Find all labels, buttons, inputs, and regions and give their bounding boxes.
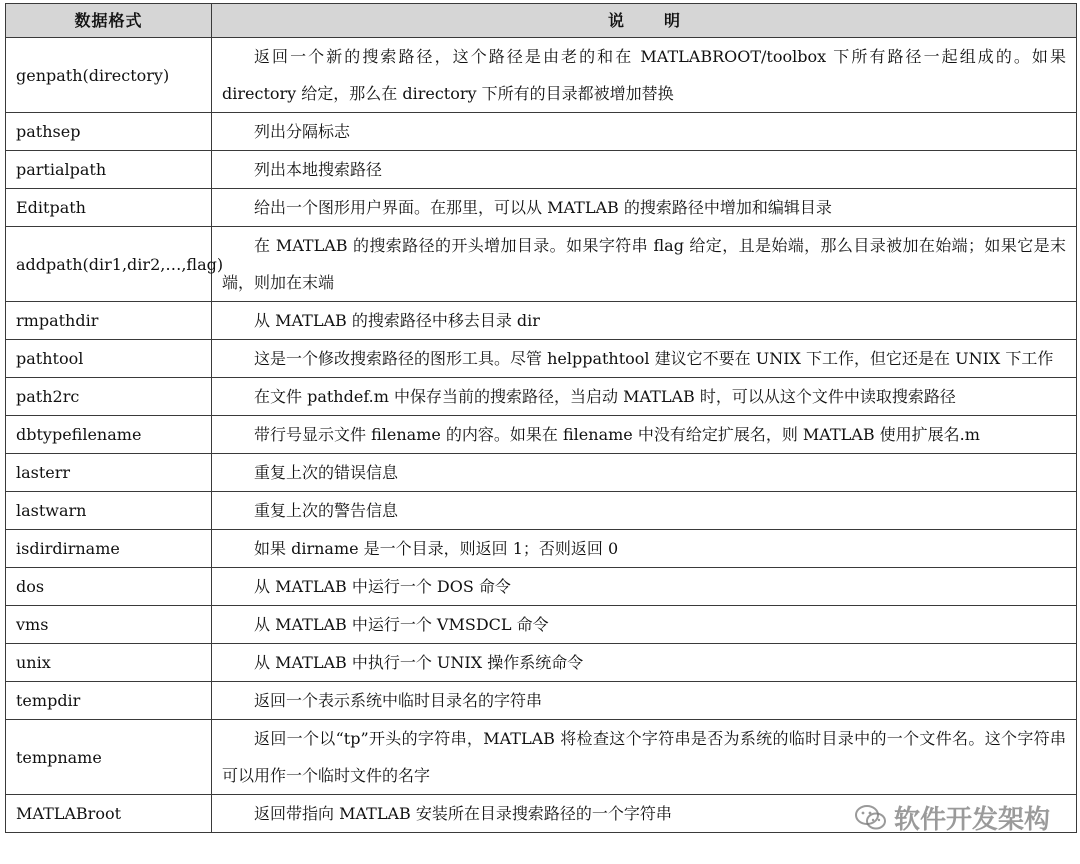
table-row — [6, 492, 1077, 530]
description-cell: 从 MATLAB 中运行一个 DOS 命令 — [212, 568, 1077, 606]
table-row — [6, 113, 1077, 151]
table-row — [6, 454, 1077, 492]
description-cell: 带行号显示文件 filename 的内容。如果在 filename 中没有给定扩展名，则 MATLAB 使用扩展名.m — [212, 416, 1077, 454]
header-description: 说明 — [212, 4, 1077, 38]
table-row — [6, 189, 1077, 227]
format-cell: pathsep — [6, 113, 212, 151]
table-row — [6, 302, 1077, 340]
format-cell: path2rc — [6, 378, 212, 416]
description-cell: 列出分隔标志 — [212, 113, 1077, 151]
description-cell: 返回一个以“tp”开头的字符串，MATLAB 将检查这个字符串是否为系统的临时目录中的一个文件名。这个字符串可以用作一个临时文件的名字 — [212, 720, 1077, 795]
description-cell: 返回带指向 MATLAB 安装所在目录搜索路径的一个字符串 — [212, 795, 1077, 833]
format-cell: MATLABroot — [6, 795, 212, 833]
description-cell: 在 MATLAB 的搜索路径的开头增加目录。如果字符串 flag 给定，且是始端，那么目录被加在始端；如果它是末端，则加在末端 — [212, 227, 1077, 302]
format-cell: isdirdirname — [6, 530, 212, 568]
watermark-text: 软件开发架构 — [893, 805, 1050, 835]
description-cell: 重复上次的错误信息 — [212, 454, 1077, 492]
format-cell: rmpathdir — [6, 302, 212, 340]
format-cell: tempdir — [6, 682, 212, 720]
description-cell: 这是一个修改搜索路径的图形工具。尽管 helppathtool 建议它不要在 UNIX 下工作，但它还是在 UNIX 下工作 — [212, 340, 1077, 378]
table-row — [6, 530, 1077, 568]
table-row — [6, 644, 1077, 682]
table-header-row — [6, 4, 1077, 38]
header-format: 数据格式 — [6, 4, 212, 38]
description-cell: 在文件 pathdef.m 中保存当前的搜索路径，当启动 MATLAB 时，可以从这个文件中读取搜索路径 — [212, 378, 1077, 416]
table-row — [6, 378, 1077, 416]
format-cell: partialpath — [6, 151, 212, 189]
description-cell: 列出本地搜索路径 — [212, 151, 1077, 189]
description-cell: 重复上次的警告信息 — [212, 492, 1077, 530]
description-cell: 从 MATLAB 的搜索路径中移去目录 dir — [212, 302, 1077, 340]
description-cell: 返回一个新的搜索路径，这个路径是由老的和在 MATLABROOT/toolbox 下所有路径一起组成的。如果 directory 给定，那么在 directory 下所有的目录都被增加替换 — [212, 38, 1077, 113]
description-cell: 从 MATLAB 中运行一个 VMSDCL 命令 — [212, 606, 1077, 644]
format-cell: dbtypefilename — [6, 416, 212, 454]
format-cell: lastwarn — [6, 492, 212, 530]
table-row — [6, 227, 1077, 302]
table-row — [6, 340, 1077, 378]
table-row — [6, 38, 1077, 113]
format-cell: tempname — [6, 720, 212, 795]
format-cell: addpath(dir1,dir2,…,flag) — [6, 227, 212, 302]
table-row — [6, 682, 1077, 720]
description-cell: 返回一个表示系统中临时目录名的字符串 — [212, 682, 1077, 720]
format-cell: dos — [6, 568, 212, 606]
table-row — [6, 568, 1077, 606]
format-cell: vms — [6, 606, 212, 644]
matlab-path-functions-table — [5, 3, 1077, 833]
format-cell: lasterr — [6, 454, 212, 492]
description-cell: 从 MATLAB 中执行一个 UNIX 操作系统命令 — [212, 644, 1077, 682]
description-cell: 如果 dirname 是一个目录，则返回 1；否则返回 0 — [212, 530, 1077, 568]
format-cell: Editpath — [6, 189, 212, 227]
format-cell: genpath(directory) — [6, 38, 212, 113]
table-row — [6, 151, 1077, 189]
table-row — [6, 795, 1077, 833]
table-row — [6, 416, 1077, 454]
table-row — [6, 606, 1077, 644]
format-cell: pathtool — [6, 340, 212, 378]
format-cell: unix — [6, 644, 212, 682]
table-row — [6, 720, 1077, 795]
description-cell: 给出一个图形用户界面。在那里，可以从 MATLAB 的搜索路径中增加和编辑目录 — [212, 189, 1077, 227]
